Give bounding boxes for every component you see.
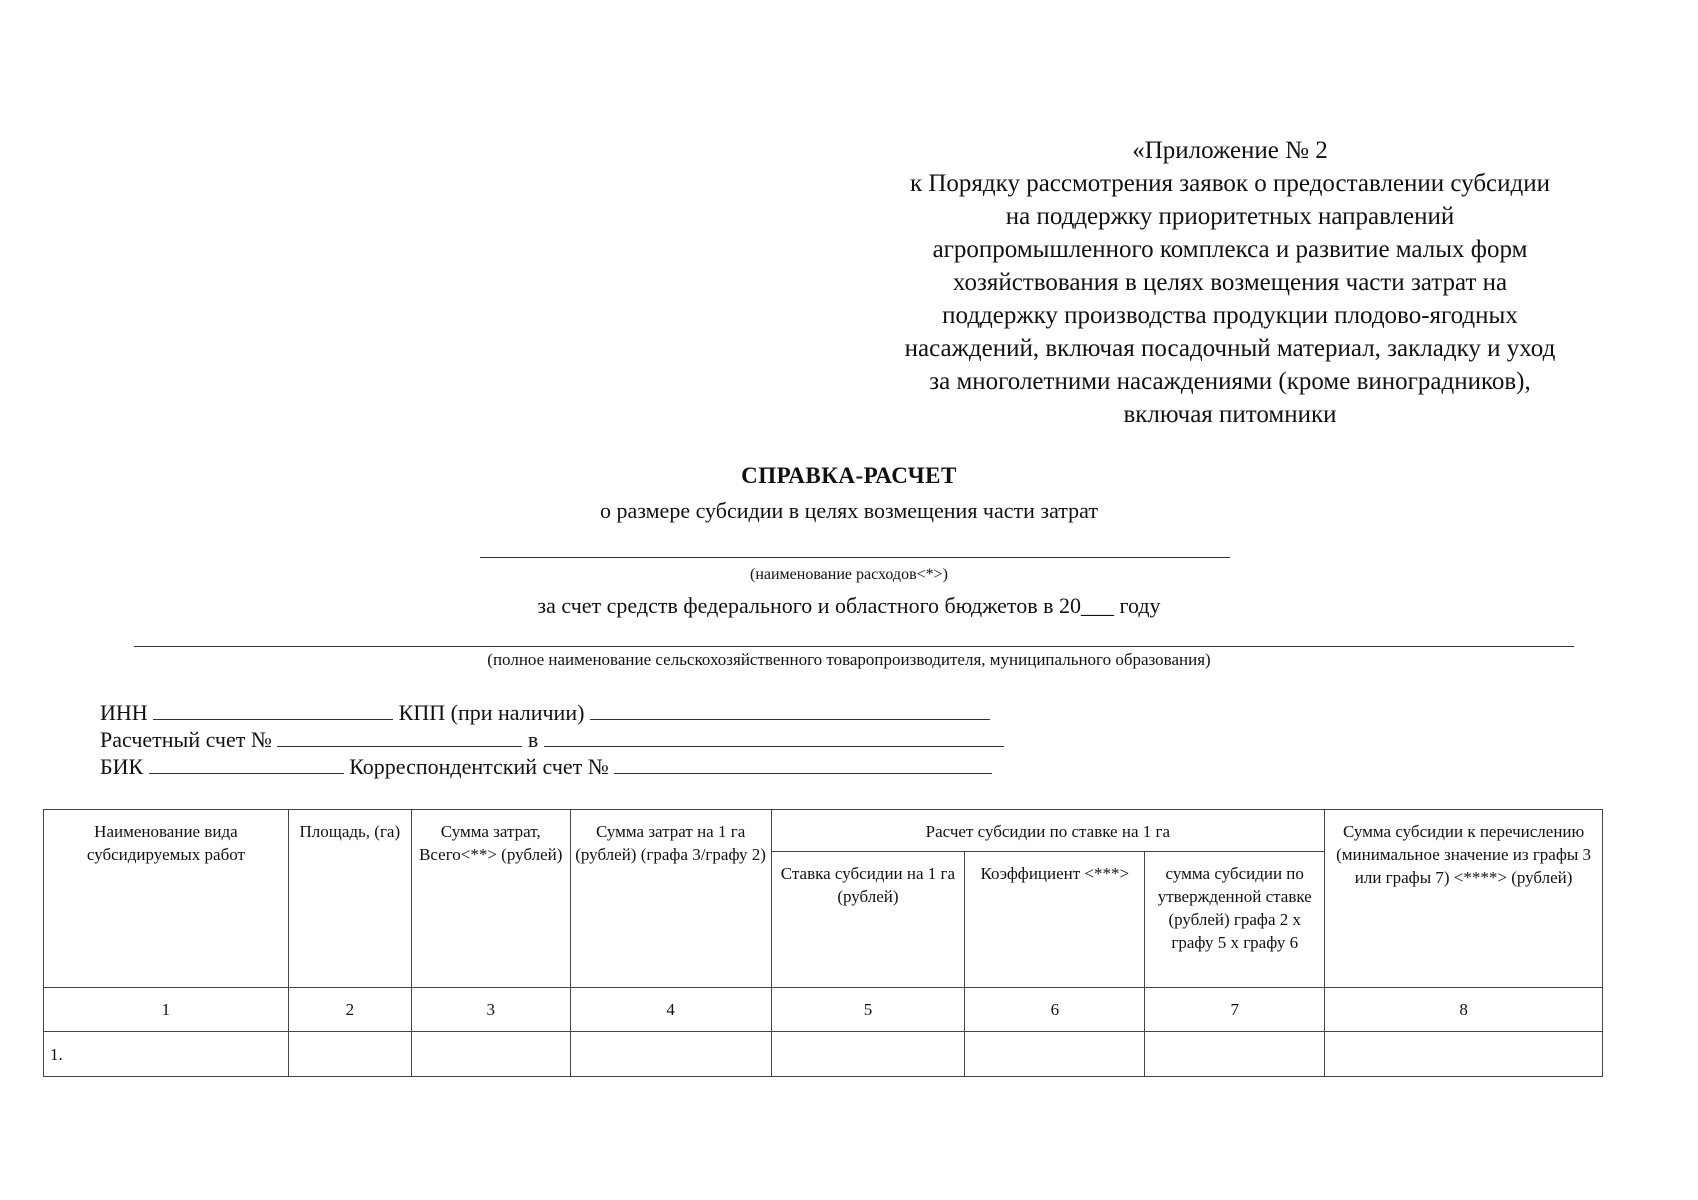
appendix-line: за многолетними насаждениями (кроме виноградников), <box>929 368 1531 395</box>
table-cell[interactable] <box>965 1032 1145 1077</box>
bik-field[interactable] <box>149 755 344 774</box>
account-label: Расчетный счет № <box>100 727 272 752</box>
appendix-line: «Приложение № 2 <box>1132 137 1328 164</box>
producer-name-line <box>134 646 1574 647</box>
column-number: 4 <box>570 988 771 1032</box>
column-number: 5 <box>771 988 965 1032</box>
table-cell[interactable] <box>1145 1032 1325 1077</box>
expense-caption: (наименование расходов<*>) <box>749 566 948 583</box>
header-rate-calculation: Расчет субсидии по ставке на 1 га <box>771 810 1325 852</box>
table-header-row <box>44 810 1603 852</box>
appendix-line: поддержку производства продукции плодово-ягодных <box>942 302 1518 329</box>
account-row <box>100 727 1004 753</box>
appendix-header <box>840 134 1620 431</box>
table-row <box>44 1032 1603 1077</box>
budget-line: за счет средств федерального и областного бюджетов в 20___ году <box>537 593 1161 618</box>
table-cell[interactable] <box>771 1032 965 1077</box>
expense-name-line <box>480 557 1230 558</box>
appendix-line: к Порядку рассмотрения заявок о предоставлении субсидии <box>909 170 1551 197</box>
corr-account-label: Корреспондентский счет № <box>349 754 609 779</box>
inn-label: ИНН <box>100 700 148 725</box>
header-costs-per-ha: Сумма затрат на 1 га (рублей) (графа 3/графу 2) <box>570 810 771 988</box>
column-number: 6 <box>965 988 1145 1032</box>
bik-row <box>100 754 992 780</box>
column-number: 8 <box>1325 988 1603 1032</box>
appendix-line: хозяйствования в целях возмещения части затрат на <box>952 269 1508 296</box>
header-subsidy-by-rate: сумма субсидии по утвержденной ставке (рублей) графа 2 х графу 5 х графу 6 <box>1145 852 1325 988</box>
column-number-row <box>44 988 1603 1032</box>
corr-account-field[interactable] <box>614 755 992 774</box>
header-coefficient: Коэффициент <***> <box>965 852 1145 988</box>
inn-kpp-row <box>100 700 990 726</box>
column-number: 3 <box>411 988 570 1032</box>
appendix-line: на поддержку приоритетных направлений <box>1005 203 1455 230</box>
appendix-line: включая питомники <box>1123 401 1337 428</box>
document-title: СПРАВКА-РАСЧЕТ <box>741 463 957 488</box>
column-number: 2 <box>288 988 411 1032</box>
table-cell[interactable] <box>411 1032 570 1077</box>
account-field[interactable] <box>277 728 522 747</box>
bank-in-label: в <box>527 727 539 752</box>
header-rate-per-ha: Ставка субсидии на 1 га (рублей) <box>771 852 965 988</box>
document-subtitle: о размере субсидии в целях возмещения части затрат <box>599 498 1098 523</box>
producer-caption: (полное наименование сельскохозяйственного товаропроизводителя, муниципального образования) <box>487 650 1211 669</box>
calculation-table <box>43 809 1603 1077</box>
bank-field[interactable] <box>544 728 1004 747</box>
appendix-line: агропромышленного комплекса и развитие малых форм <box>932 236 1528 263</box>
header-area: Площадь, (га) <box>288 810 411 988</box>
header-work-type: Наименование вида субсидируемых работ <box>44 810 289 988</box>
row-label: 1. <box>44 1032 289 1077</box>
column-number: 7 <box>1145 988 1325 1032</box>
table-cell[interactable] <box>288 1032 411 1077</box>
column-number: 1 <box>44 988 289 1032</box>
table-cell[interactable] <box>570 1032 771 1077</box>
table-cell[interactable] <box>1325 1032 1603 1077</box>
kpp-field[interactable] <box>590 701 990 720</box>
header-total-costs: Сумма затрат, Всего<**> (рублей) <box>411 810 570 988</box>
kpp-label: КПП (при наличии) <box>398 700 585 725</box>
bik-label: БИК <box>100 754 144 779</box>
inn-field[interactable] <box>153 701 393 720</box>
header-subsidy-to-transfer: Сумма субсидии к перечислению (минимальное значение из графы 3 или графы 7) <****> (рублей) <box>1325 810 1603 988</box>
appendix-line: насаждений, включая посадочный материал, закладку и уход <box>904 335 1556 362</box>
